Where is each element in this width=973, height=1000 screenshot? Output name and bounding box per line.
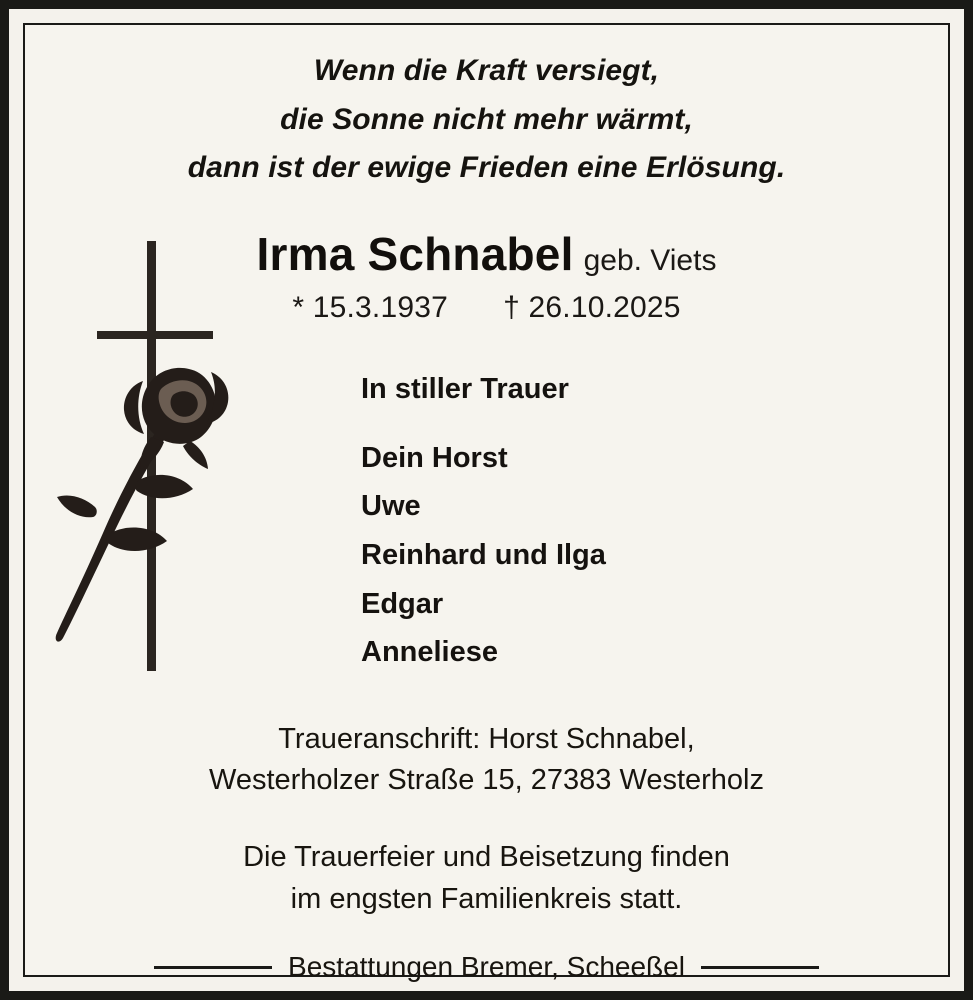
service-information [43,837,930,919]
deceased-name: Irma Schnabel [256,227,574,280]
mourner-name: Anneliese [361,636,498,669]
mourning-title: In stiller Trauer [361,372,569,405]
life-dates [43,291,930,325]
memorial-verse [43,47,930,193]
footer-rule-left [154,966,272,969]
death-date: 26.10.2025 [528,290,681,324]
verse-line-2: die Sonne nicht mehr wärmt, [280,102,693,136]
mourner-name: Edgar [361,587,444,620]
verse-line-1: Wenn die Kraft versiegt, [313,54,660,87]
mourner-name: Uwe [361,490,421,523]
notice-content [9,9,964,991]
funeral-home-footer [9,951,964,983]
address-line-1: Traueranschrift: Horst Schnabel, [278,723,695,756]
funeral-home-name: Bestattungen Bremer, Scheeßel [288,951,685,982]
birth-date: 15.3.1937 [312,290,448,324]
mourner-name: Reinhard und Ilga [361,538,606,571]
service-line-1: Die Trauerfeier und Beisetzung finden [243,841,730,874]
death-symbol: † [503,290,520,324]
mourner-name: Dein Horst [361,441,508,474]
footer-rule-right [701,966,819,969]
deceased-name-row [43,227,930,281]
mourners-block [361,365,930,677]
birth-symbol: * [292,290,305,324]
maiden-name: geb. Viets [583,243,717,277]
service-line-2: im engsten Familienkreis statt. [290,882,683,915]
verse-line-3: dann ist der ewige Frieden eine Erlösung. [187,151,786,185]
mourning-address [43,719,930,801]
address-line-2: Westerholzer Straße 15, 27383 Westerholz [208,764,765,797]
